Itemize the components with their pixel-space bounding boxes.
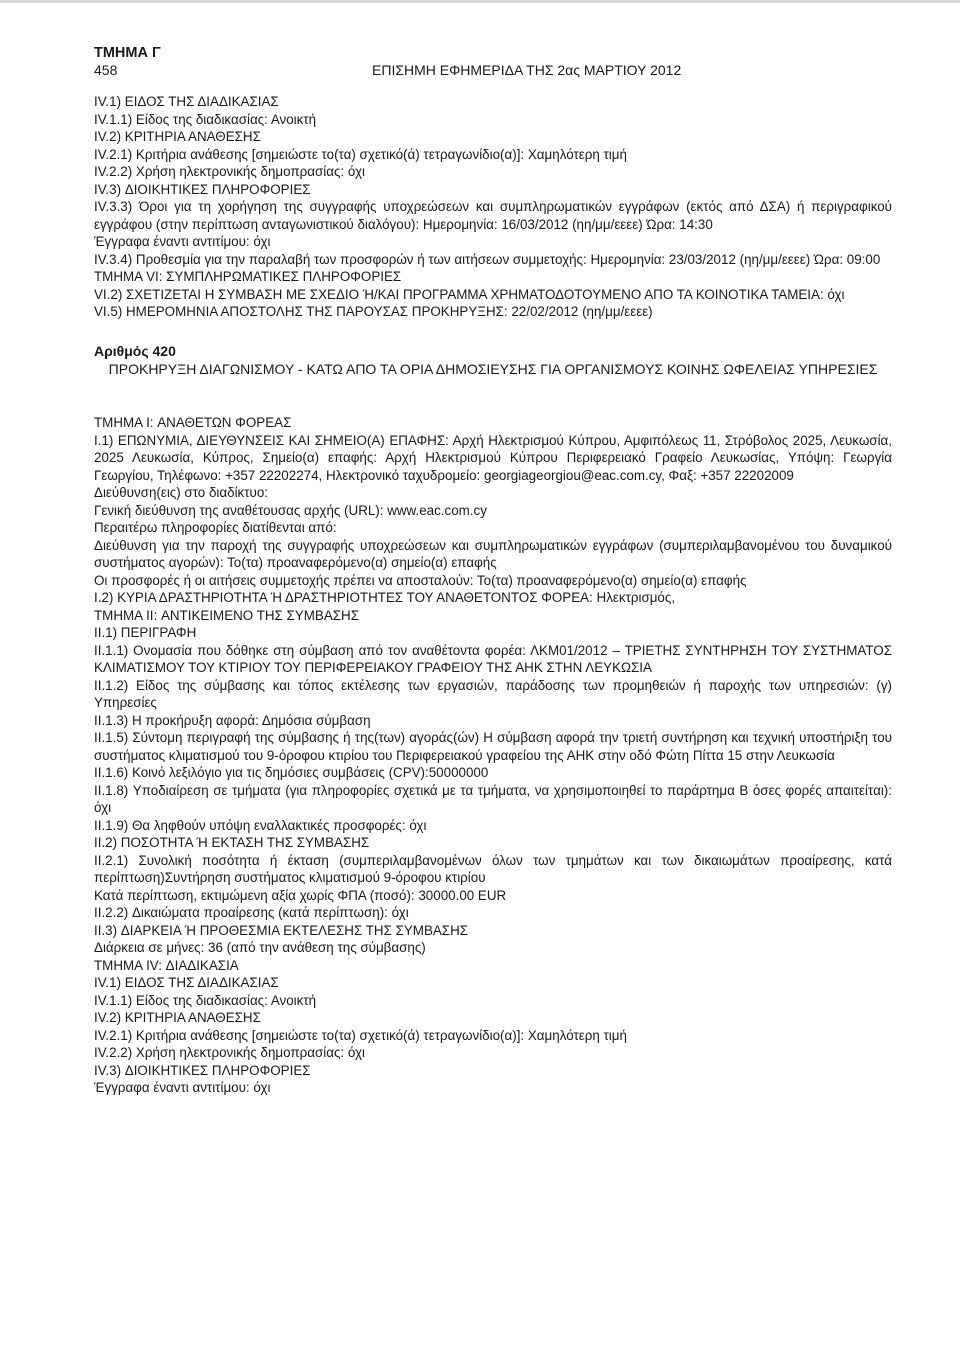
text-line: Έγγραφα έναντι αντιτίμου: όχι [94,234,271,249]
text-paragraph: VI.2) ΣΧΕΤΙΖΕΤΑΙ Η ΣΥΜΒΑΣΗ ΜΕ ΣΧΕΔΙΟ Ή/ΚΑΙ ΠΡΟΓΡΑΜΜΑ ΧΡΗΜΑΤΟΔΟΤΟΥΜΕΝΟ ΑΠΟ ΤΑ ΚΟΙΝΟΤΙΚΑ ΤΑΜΕΙΑ: όχι [94,286,845,302]
text-line: Γενική διεύθυνση της αναθέτουσας αρχής (URL): www.eac.com.cy [94,502,487,518]
text-line: IV.1.1) Είδος της διαδικασίας: Ανοικτή [94,111,317,127]
text-line: Διάρκεια σε μήνες: 36 (από την ανάθεση της σύμβασης) [94,940,426,955]
text-line: IV.1) ΕΙΔΟΣ ΤΗΣ ΔΙΑΔΙΚΑΣΙΑΣ [94,975,279,990]
page-number: 458 [94,62,118,78]
section-heading: ΤΜΗΜΑ I: ΑΝΑΘΕΤΩΝ ΦΟΡΕΑΣ [94,415,292,430]
text-line: Οι προσφορές ή οι αιτήσεις συμμετοχής πρέπει να αποσταλούν: Το(τα) προαναφερόμενο(α) σημείο(α) επαφής [94,572,747,588]
section-heading: ΤΜΗΜΑ IV: ΔΙΑΔΙΚΑΣΙΑ [94,957,239,973]
notice-title: ΠΡΟΚΗΡΥΞΗ ΔΙΑΓΩΝΙΣΜΟΥ - ΚΑΤΩ ΑΠΟ ΤΑ ΟΡΙΑ ΔΗΜΟΣΙΕΥΣΗΣ ΓΙΑ ΟΡΓΑΝΙΣΜΟΥΣ ΚΟΙΝΗΣ ΩΦΕΛΕΙΑΣ ΥΠΗΡΕΣΙΕΣ [108,361,878,377]
text-paragraph: IV.3.4) Προθεσμία για την παραλαβή των προσφορών ή των αιτήσεων συμμετοχής: Ημερομηνία: 23/03/2012 (ηη/μμ/εεεε) Ώρα: 09:00 [94,251,881,267]
text-line: II.1.6) Κοινό λεξιλόγιο για τις δημόσιες συμβάσεις (CPV):50000000 [94,765,489,780]
notice-heading [94,343,892,380]
text-line: ΤΜΗΜΑ VI: ΣΥΜΠΛΗΡΩΜΑΤΙΚΕΣ ΠΛΗΡΟΦΟΡΙΕΣ [94,269,402,284]
text-line: IV.2) ΚΡΙΤΗΡΙΑ ΑΝΑΘΕΣΗΣ [94,1010,261,1025]
text-line: II.1.3) Η προκήρυξη αφορά: Δημόσια σύμβαση [94,712,371,728]
text-line: Έγγραφα έναντι αντιτίμου: όχι [94,1080,271,1095]
text-line: I.2) ΚΥΡΙΑ ΔΡΑΣΤΗΡΙΟΤΗΤΑ Ή ΔΡΑΣΤΗΡΙΟΤΗΤΕΣ ΤΟΥ ΑΝΑΘΕΤΟΝΤΟΣ ΦΟΡΕΑ: Ηλεκτρισμός, [94,590,676,605]
text-line: IV.1.1) Είδος της διαδικασίας: Ανοικτή [94,992,317,1008]
document-page [94,44,892,1097]
text-line: IV.2.2) Χρήση ηλεκτρονικής δημοπρασίας: όχι [94,164,365,179]
text-line: IV.2.1) Κριτήρια ανάθεσης [σημειώστε το(τα) σχετικό(ά) τετραγωνίδιο(α)]: Χαμηλότερη τιμή [94,1027,627,1043]
text-paragraph: II.1.2) Είδος της σύμβασης και τόπος εκτέλεσης των εργασιών, παράδοσης των προμηθειών ή παροχής των υπηρεσιών: (γ) Υπηρεσίες [94,677,892,710]
previous-notice [94,93,892,321]
text-line: II.2.2) Δικαιώματα προαίρεσης (κατά περίπτωση): όχι [94,905,409,920]
notice-number: Αριθμός 420 [94,342,176,359]
text-line: II.2) ΠΟΣΟΤΗΤΑ Ή ΕΚΤΑΣΗ ΤΗΣ ΣΥΜΒΑΣΗΣ [94,835,370,850]
text-paragraph: II.1.5) Σύντομη περιγραφή της σύμβασης ή της(των) αγοράς(ών) Η σύμβαση αφορά την τριετή συντήρηση και τεχνική υποστήριξη του συστήματος κλιματισμού του 9-όροφου κτιρίου του Περιφερειακού γραφείου της ΑΗΚ στην οδό Φώτη Πίττα 15 στην Λευκωσία [94,730,892,763]
text-line: VI.5) ΗΜΕΡΟΜΗΝΙΑ ΑΠΟΣΤΟΛΗΣ ΤΗΣ ΠΑΡΟΥΣΑΣ ΠΡΟΚΗΡΥΞΗΣ: 22/02/2012 (ηη/μμ/εεεε) [94,304,653,319]
text-line: IV.2.1) Κριτήρια ανάθεσης [σημειώστε το(τα) σχετικό(ά) τετραγωνίδιο(α)]: Χαμηλότερη τιμή [94,146,627,162]
scan-edge [0,0,960,3]
text-line: II.1.9) Θα ληφθούν υπόψη εναλλακτικές προσφορές: όχι [94,817,427,833]
text-paragraph: II.1.1) Ονομασία που δόθηκε στη σύμβαση από τον αναθέτοντα φορέα: ΛΚΜ01/2012 – ΤΡΙΕΤΗΣ ΣΥΝΤΗΡΗΣΗ ΤΟΥ ΣΥΣΤΗΜΑΤΟΣ ΚΛΙΜΑΤΙΣΜΟΥ ΤΟΥ ΚΤΙΡΙΟΥ ΤΟΥ ΠΕΡΙΦΕΡΕΙΑΚΟΥ ΓΡΑΦΕΙΟΥ ΤΗΣ ΑΗΚ ΣΤΗΝ ΛΕΥΚΩΣΙΑ [94,642,892,675]
text-paragraph: IV.3.3) Όροι για τη χορήγηση της συγγραφής υποχρεώσεων και συμπληρωματικών εγγράφων (εκτός από ΔΣΑ) ή περιγραφικού εγγράφου (στην περίπτωση ανταγωνιστικού διαλόγου): Ημερομηνία: 16/03/2012 (ηη/μμ/εεεε) Ώρα: 14:30 [94,199,892,232]
text-paragraph: II.2.1) Συνολική ποσότητα ή έκταση (συμπεριλαμβανομένων όλων των τμημάτων και των δικαιωμάτων προαίρεσης, κατά περίπτωση)Συντήρηση συστήματος κλιματισμού 9-όροφου κτιρίου [94,852,892,885]
text-line: II.1) ΠΕΡΙΓΡΑΦΗ [94,625,197,640]
section-letter: ΤΜΗΜΑ Γ [94,45,161,61]
text-line: Διεύθυνση(εις) στο διαδίκτυο: [94,485,269,500]
text-line: IV.1) ΕΙΔΟΣ ΤΗΣ ΔΙΑΔΙΚΑΣΙΑΣ [94,94,279,109]
text-line: Περαιτέρω πληροφορίες διατίθενται από: [94,520,337,535]
text-paragraph: Διεύθυνση για την παροχή της συγγραφής υποχρεώσεων και συμπληρωματικών εγγράφων (συμπεριλαμβανομένου του δυναμικού συστήματος αγορών): Το(τα) προαναφερόμενο(α) σημείο(α) επαφής [94,537,892,570]
page-header [94,62,892,81]
text-line: IV.3) ΔΙΟΙΚΗΤΙΚΕΣ ΠΛΗΡΟΦΟΡΙΕΣ [94,1062,311,1078]
text-line: Κατά περίπτωση, εκτιμώμενη αξία χωρίς ΦΠΑ (ποσό): 30000.00 EUR [94,887,507,903]
text-line: II.3) ΔΙΑΡΚΕΙΑ Ή ΠΡΟΘΕΣΜΙΑ ΕΚΤΕΛΕΣΗΣ ΤΗΣ ΣΥΜΒΑΣΗΣ [94,922,469,938]
text-line: IV.2.2) Χρήση ηλεκτρονικής δημοπρασίας: όχι [94,1045,365,1060]
notice-body [94,414,892,1097]
text-paragraph: I.1) ΕΠΩΝΥΜΙΑ, ΔΙΕΥΘΥΝΣΕΙΣ ΚΑΙ ΣΗΜΕΙΟ(Α) ΕΠΑΦΗΣ: Αρχή Ηλεκτρισμού Κύπρου, Αμφιπόλεως 11, Στρόβολος 2025, Λευκωσία, 2025 Λευκωσία, Κύπρος, Σημείο(α) επαφής: Αρχή Ηλεκτρισμού Κύπρου Περιφερειακό Γραφείο Λευκωσίας, Υπόψη: Γεωργία Γεωργίου, Τηλέφωνο: +357 22202274, Ηλεκτρονικό ταχυδρομείο: georgiageorgiou@eac.com.cy, Φαξ: +357 22202009 [94,432,892,483]
text-line: IV.3) ΔΙΟΙΚΗΤΙΚΕΣ ΠΛΗΡΟΦΟΡΙΕΣ [94,181,311,197]
text-line: IV.2) ΚΡΙΤΗΡΙΑ ΑΝΑΘΕΣΗΣ [94,129,261,144]
text-paragraph: II.1.8) Υποδιαίρεση σε τμήματα (για πληροφορίες σχετικά με τα τμήματα, να χρησιμοποιηθεί το παράρτημα Β όσες φορές απαιτείται): όχι [94,782,892,815]
section-heading: ΤΜΗΜΑ II: ΑΝΤΙΚΕΙΜΕΝΟ ΤΗΣ ΣΥΜΒΑΣΗΣ [94,607,359,623]
publication-title: ΕΠΙΣΗΜΗ ΕΦΗΜΕΡΙΔΑ ΤΗΣ 2ας ΜΑΡΤΙΟΥ 2012 [372,62,682,78]
